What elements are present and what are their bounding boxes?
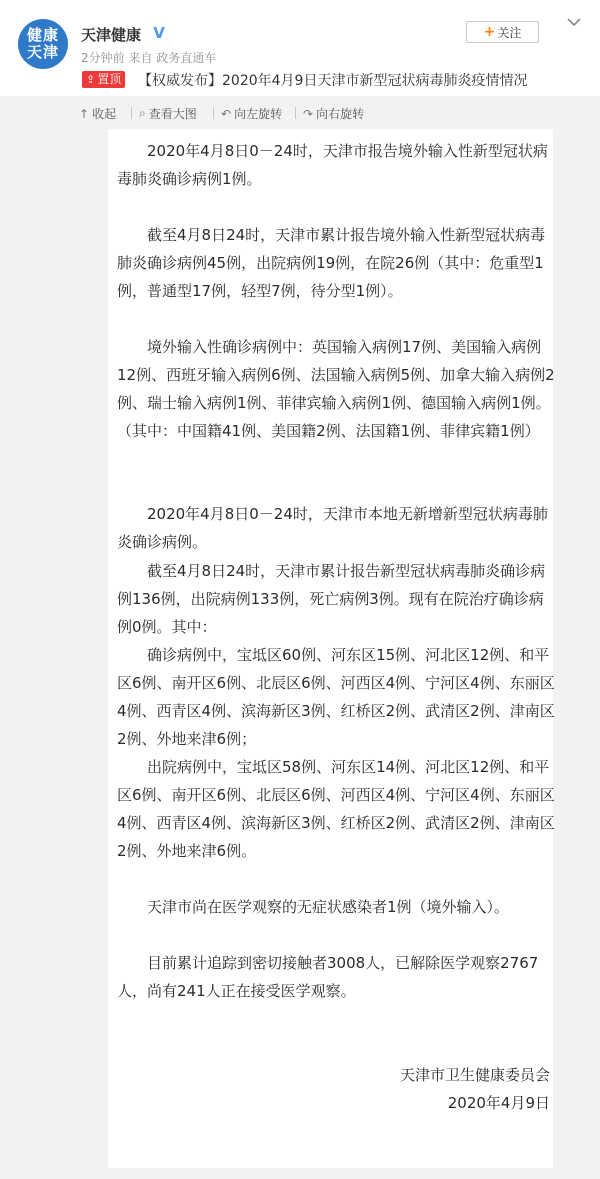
paragraph: 天津市尚在医学观察的无症状感染者1例（境外输入）。 [147,898,510,916]
paragraph: 出院病例中，宝坻区58例、河东区14例、河北区12例、和平区6例、南开区6例、北辰区6例、河西区4例、宁河区4例、东丽区4例、西青区4例、滨海新区3例、红桥区2例、武清区2例、津南区2例、外地来津6例。 [117,758,555,860]
post-meta: 2分钟前 来自 政务直通车 [81,51,217,65]
avatar[interactable] [18,19,68,69]
collapse-label: 收起 [92,107,117,121]
plus-icon: + [483,24,496,40]
paragraph: 境外输入性确诊病例中：英国输入病例17例、美国输入病例12例、西班牙输入病例6例、法国输入病例5例、加拿大输入病例2例、瑞士输入病例1例、菲律宾输入病例1例、德国输入病例1例。（其中：中国籍41例、美国籍2例、法国籍1例、菲律宾籍1例） [117,338,555,440]
collapse-button[interactable] [79,105,116,122]
view-large-label: 查看大图 [148,107,197,121]
verified-icon: V [151,25,167,41]
paragraph: 截至4月8日24时，天津市累计报告新型冠状病毒肺炎确诊病例136例，出院病例133例，死亡病例3例。现有在院治疗确诊病例0例。其中： [117,562,546,636]
avatar-text-top: 健康 [26,26,59,44]
divider [213,107,214,119]
pin-icon: ⇪ [86,73,96,86]
rotate-left-icon: ↶ [221,106,232,121]
paragraph: 截至4月8日24时，天津市累计报告境外输入性新型冠状病毒肺炎确诊病例45例，出院病例19例，在院26例（其中：危重型1例，普通型17例，轻型7例，待分型1例）。 [117,226,546,300]
post-headline: 【权威发布】2020年4月9日天津市新型冠状病毒肺炎疫情情况 [138,73,528,89]
paragraph: 目前累计追踪到密切接触者3008人，已解除医学观察2767人，尚有241人正在接受医学观察。 [117,954,539,1000]
signature-date: 2020年4月9日 [447,1094,550,1112]
follow-label: 关注 [497,25,522,40]
rotate-left-button[interactable] [221,105,282,122]
paragraph: 2020年4月8日0－24时，天津市本地无新增新型冠状病毒肺炎确诊病例。 [117,505,548,551]
paragraph: 2020年4月8日0－24时，天津市报告境外输入性新型冠状病毒肺炎确诊病例1例。 [117,142,548,188]
rotate-right-button[interactable] [303,105,364,122]
divider [295,107,296,119]
arrow-up-icon: ↑ [79,106,90,121]
view-large-button[interactable] [139,105,197,122]
chevron-down-icon[interactable] [566,16,582,28]
divider [131,107,132,119]
rotate-left-label: 向左旋转 [234,107,283,121]
avatar-text-bottom: 天津 [26,43,59,61]
rotate-right-label: 向右旋转 [316,107,365,121]
pin-label: 置顶 [97,72,122,86]
paragraph: 确诊病例中，宝坻区60例、河东区15例、河北区12例、和平区6例、南开区6例、北辰区6例、河西区4例、宁河区4例、东丽区4例、西青区4例、滨海新区3例、红桥区2例、武清区2例、津南区2例、外地来津6例； [117,646,555,748]
user-name[interactable]: 天津健康 [81,26,142,44]
pin-badge [82,71,125,88]
rotate-right-icon: ↷ [303,106,314,121]
magnifier-icon: ⌕ [139,106,146,120]
follow-button[interactable] [466,21,539,43]
signature: 天津市卫生健康委员会 [399,1066,550,1084]
post-header [0,0,600,96]
image-toolbar [0,96,600,130]
